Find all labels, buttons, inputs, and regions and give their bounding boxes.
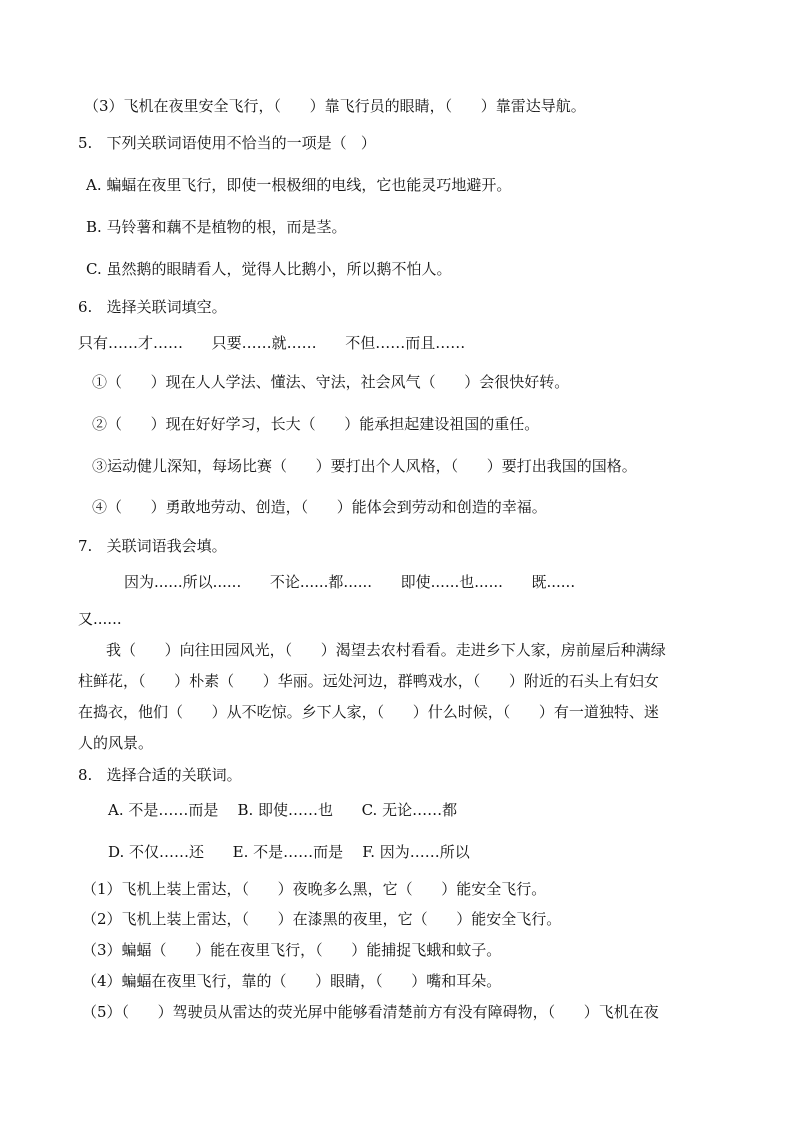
- question-7-word-bank-cont: 又......: [78, 610, 122, 628]
- question-6-item-2: ②（ ）现在好好学习，长大（ ）能承担起建设祖国的重任。: [92, 415, 540, 433]
- question-8-item-1: （1）飞机上装上雷达，（ ）夜晚多么黑，它（ ）能安全飞行。: [82, 880, 547, 898]
- question-7-stem: 7. 关联词语我会填。: [78, 537, 227, 555]
- question-6-item-4: ④（ ）勇敢地劳动、创造，（ ）能体会到劳动和创造的幸福。: [92, 498, 547, 516]
- question-7-passage-line-1: 我（ ）向往田园风光，（ ）渴望去农村看看。走进乡下人家，房前屋后种满绿: [106, 641, 666, 659]
- question-5-option-b: B. 马铃薯和藕不是植物的根，而是茎。: [86, 218, 347, 236]
- question-5-option-c: C. 虽然鹅的眼睛看人，觉得人比鹅小，所以鹅不怕人。: [86, 260, 452, 278]
- question-8-item-3: （3）蝙蝠（ ）能在夜里飞行，（ ）能捕捉飞蛾和蚊子。: [82, 941, 502, 959]
- question-8-item-5: （5）（ ）驾驶员从雷达的荧光屏中能够看清楚前方有没有障碍物，（ ）飞机在夜: [82, 1003, 659, 1021]
- question-8-options-row-2: D. 不仅……还 E. 不是……而是 F. 因为……所以: [108, 843, 470, 861]
- question-8-item-2: （2）飞机上装上雷达，（ ）在漆黑的夜里，它（ ）能安全飞行。: [82, 910, 562, 928]
- question-7-passage-line-2: 柱鲜花，（ ）朴素（ ）华丽。远处河边，群鸭戏水，（ ）附近的石头上有妇女: [78, 672, 659, 690]
- question-6-item-1: ①（ ）现在人人学法、懂法、守法，社会风气（ ）会很快好转。: [92, 373, 570, 391]
- question-6-item-3: ③运动健儿深知，每场比赛（ ）要打出个人风格，（ ）要打出我国的国格。: [92, 457, 637, 475]
- question-7-passage-line-4: 人的风景。: [78, 734, 154, 752]
- question-6-word-bank: 只有……才…… 只要……就…… 不但……而且……: [78, 334, 466, 352]
- question-7-word-bank: 因为......所以...... 不论......都...... 即使......也...... 既......: [124, 573, 576, 591]
- question-8-item-4: （4）蝙蝠在夜里飞行，靠的（ ）眼睛，（ ）嘴和耳朵。: [82, 972, 502, 990]
- question-8-stem: 8. 选择合适的关联词。: [78, 766, 242, 784]
- question-5-stem: 5. 下列关联词语使用不恰当的一项是（ ）: [78, 134, 376, 152]
- question-8-options-row-1: A. 不是……而是 B. 即使……也 C. 无论……都: [108, 801, 458, 819]
- question-5-option-a: A. 蝙蝠在夜里飞行，即使一根极细的电线，它也能灵巧地避开。: [86, 176, 512, 194]
- question-4-item-3: （3）飞机在夜里安全飞行，（ ）靠飞行员的眼睛，（ ）靠雷达导航。: [84, 97, 586, 115]
- question-6-stem: 6. 选择关联词填空。: [78, 298, 227, 316]
- question-7-passage-line-3: 在捣衣，他们（ ）从不吃惊。乡下人家，（ ）什么时候，（ ）有一道独特、迷: [78, 703, 659, 721]
